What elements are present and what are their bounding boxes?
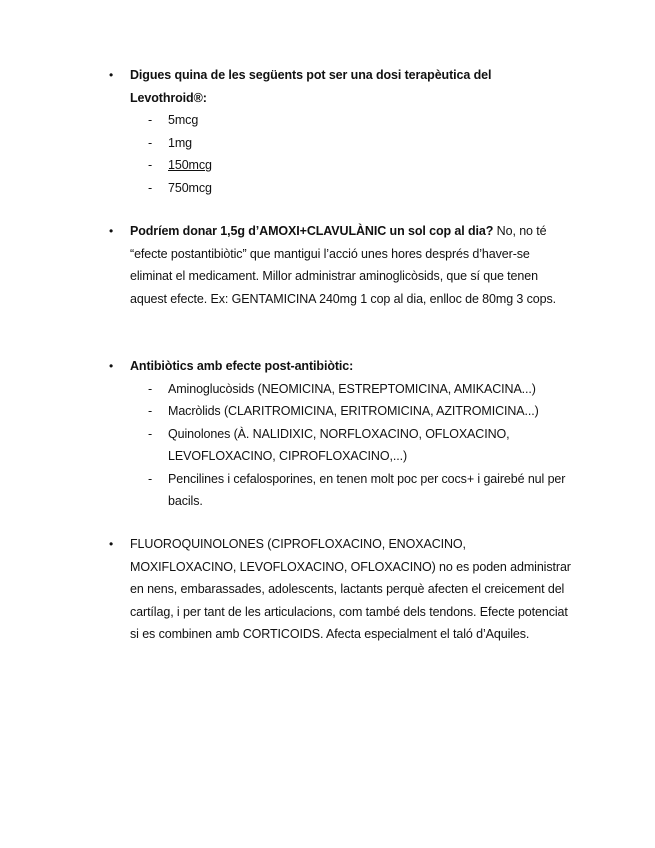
question-3-heading: Antibiòtics amb efecte post-antibiòtic:: [130, 359, 354, 373]
list-item: [130, 400, 570, 423]
option-item: [130, 109, 570, 132]
option-item: [130, 177, 570, 200]
question-4-text: FLUOROQUINOLONES (CIPROFLOXACINO, ENOXACINO, MOXIFLOXACINO, LEVOFLOXACINO, OFLOXACINO) no es poden administrar en nens, embarassades, adolescents, lactants perquè afecten el creicement del cartílag, i per tant de les articulacions, com també dels tendons. Efecte potenciat si es combinen amb CORTICOIDS. Afecta especialment el taló d’Aquiles.: [130, 537, 571, 641]
bullet: •: [109, 68, 114, 82]
bullet: •: [109, 359, 114, 373]
option-item-correct: [130, 154, 570, 177]
question-1-body: [130, 64, 570, 199]
list-item: [130, 378, 570, 401]
dash: -: [148, 158, 153, 172]
question-2-body: [130, 220, 570, 310]
question-3-body: [130, 355, 570, 513]
question-2-answer: No, no té “efecte postantibiòtic” que mantigui l’acció unes hores després d’haver-se eliminat el medicament. Millor administrar aminoglicòsids, que sí que tenen aquest efecte. Ex: GENTAMICINA 240mg 1 cop al dia, enlloc de 80mg 3 cops.: [130, 224, 557, 306]
option-label: 5mcg: [168, 113, 199, 127]
question-1-options: [130, 109, 570, 199]
dash: -: [148, 471, 153, 486]
dash: -: [148, 135, 153, 150]
dash: -: [148, 113, 153, 127]
bullet: •: [109, 537, 114, 551]
option-item: [130, 132, 570, 155]
list-item-text: Quinolones (À. NALIDIXIC, NORFLOXACINO, OFLOXACINO, LEVOFLOXACINO, CIPROFLOXACINO,...): [168, 426, 510, 463]
question-2-text: Podríem donar 1,5g d’AMOXI+CLAVULÀNIC un sol cop al dia?: [130, 224, 494, 238]
option-label-correct: 150mcg: [168, 158, 212, 172]
list-item: [130, 423, 538, 468]
option-label: 1mg: [168, 135, 193, 150]
dash: -: [148, 404, 153, 418]
dash: -: [148, 180, 153, 195]
dash: -: [148, 381, 153, 396]
list-item-text: Pencilines i cefalosporines, en tenen molt poc per cocs+ i gairebé nul per bacils.: [168, 471, 566, 508]
list-item-text: Aminoglucòsids (NEOMICINA, ESTREPTOMICINA, AMIKACINA...): [168, 381, 536, 396]
question-1-text: Digues quina de les següents pot ser una dosi terapèutica del Levothroid®:: [130, 68, 492, 105]
option-label: 750mcg: [168, 180, 212, 195]
list-item-text: Macròlids (CLARITROMICINA, ERITROMICINA, AZITROMICINA...): [168, 404, 539, 418]
dash: -: [148, 426, 153, 441]
list-item: [130, 468, 572, 513]
post-antibiotic-list: [130, 378, 570, 513]
bullet: •: [109, 224, 114, 238]
